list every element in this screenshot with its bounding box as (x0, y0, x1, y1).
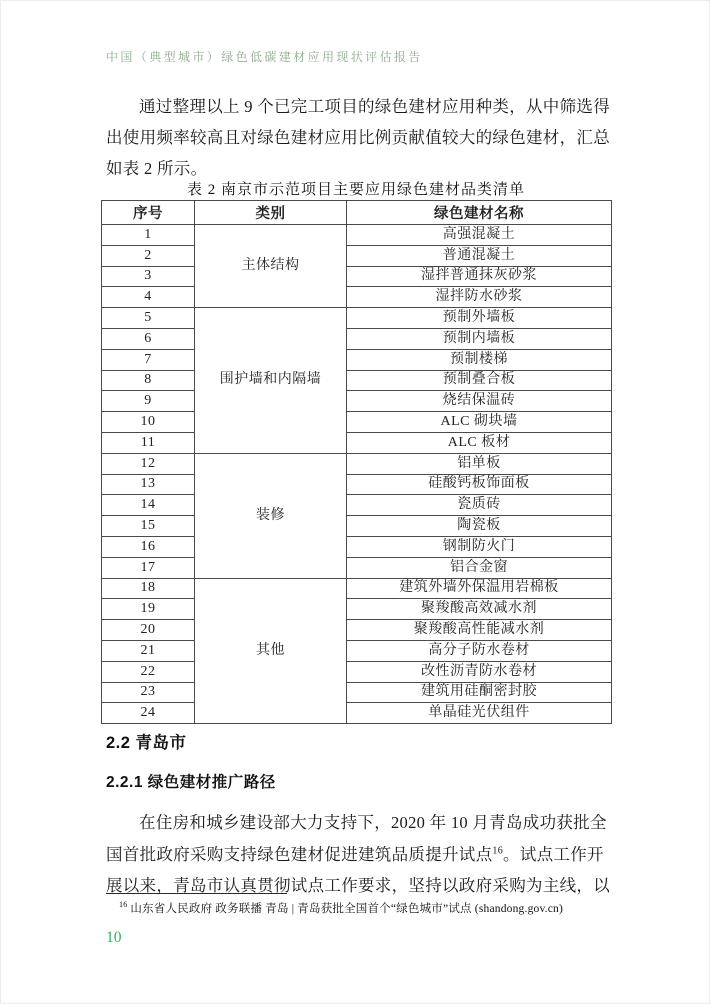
paragraph-text: 。试点工作开 (503, 844, 604, 864)
cell-index: 1 (102, 225, 195, 246)
cell-material-name: 建筑外墙外保温用岩棉板 (347, 578, 612, 599)
table-row (102, 661, 612, 682)
paragraph-line: 在住房和城乡建设部大力支持下，2020 年 10 月青岛成功获批全 (139, 813, 607, 832)
intro-paragraph (106, 91, 611, 184)
table-row (102, 682, 612, 703)
table-row (102, 557, 612, 578)
cell-material-name: 聚羧酸高性能减水剂 (347, 620, 612, 641)
footnote-reference: 16 (492, 845, 504, 856)
cell-material-name: 陶瓷板 (347, 516, 612, 537)
cell-material-name: 单晶硅光伏组件 (347, 703, 612, 724)
cell-material-name: 聚羧酸高效减水剂 (347, 599, 612, 620)
cell-index: 7 (102, 349, 195, 370)
cell-index: 6 (102, 328, 195, 349)
cell-material-name: 预制楼梯 (347, 349, 612, 370)
footnote-number: 16 (119, 900, 128, 910)
table-row (102, 349, 612, 370)
section-heading-2-2-1: 2.2.1 绿色建材推广路径 (106, 774, 276, 791)
cell-index: 20 (102, 620, 195, 641)
cell-index: 11 (102, 432, 195, 453)
table-row (102, 474, 612, 495)
cell-index: 14 (102, 495, 195, 516)
cell-material-name: ALC 砌块墙 (347, 412, 612, 433)
table-row (102, 620, 612, 641)
table-row (102, 266, 612, 287)
table-body (102, 225, 612, 724)
cell-material-name: ALC 板材 (347, 432, 612, 453)
cell-index: 15 (102, 516, 195, 537)
table-row (102, 516, 612, 537)
footnote-separator (106, 893, 287, 894)
table-header-row (102, 201, 612, 225)
cell-material-name: 湿拌防水砂浆 (347, 287, 612, 308)
table-row (102, 453, 612, 474)
column-header: 类别 (195, 201, 347, 225)
cell-index: 17 (102, 557, 195, 578)
cell-index: 8 (102, 370, 195, 391)
table-row (102, 391, 612, 412)
column-header: 绿色建材名称 (347, 201, 612, 225)
cell-material-name: 硅酸钙板饰面板 (347, 474, 612, 495)
table-row (102, 308, 612, 329)
cell-index: 9 (102, 391, 195, 412)
table-row (102, 287, 612, 308)
cell-index: 16 (102, 536, 195, 557)
qingdao-paragraph (106, 807, 611, 902)
table-row (102, 412, 612, 433)
cell-material-name: 瓷质砖 (347, 495, 612, 516)
paragraph-line: 通过整理以上 9 个已完工项目的绿色建材应用种类，从中筛选得 (139, 97, 610, 116)
cell-index: 13 (102, 474, 195, 495)
cell-index: 23 (102, 682, 195, 703)
table-row (102, 328, 612, 349)
cell-material-name: 预制外墙板 (347, 308, 612, 329)
cell-index: 12 (102, 453, 195, 474)
table-row (102, 640, 612, 661)
table-row (102, 703, 612, 724)
table-caption: 表 2 南京市示范项目主要应用绿色建材品类清单 (186, 182, 525, 198)
cell-index: 24 (102, 703, 195, 724)
page-number: 10 (106, 929, 122, 946)
table-row (102, 599, 612, 620)
cell-index: 21 (102, 640, 195, 661)
cell-material-name: 普通混凝土 (347, 245, 612, 266)
table-row (102, 495, 612, 516)
paragraph-line: 出使用频率较高且对绿色建材应用比例贡献值较大的绿色建材，汇总 (106, 128, 610, 147)
cell-index: 5 (102, 308, 195, 329)
footnote (119, 900, 599, 916)
cell-index: 3 (102, 266, 195, 287)
table-row (102, 225, 612, 246)
cell-index: 18 (102, 578, 195, 599)
running-header: 中国（典型城市）绿色低碳建材应用现状评估报告 (106, 50, 423, 64)
table-row (102, 245, 612, 266)
cell-category: 主体结构 (195, 225, 347, 308)
cell-material-name: 烧结保温砖 (347, 391, 612, 412)
table-row (102, 536, 612, 557)
cell-material-name: 高强混凝土 (347, 225, 612, 246)
cell-material-name: 高分子防水卷材 (347, 640, 612, 661)
cell-material-name: 湿拌普通抹灰砂浆 (347, 266, 612, 287)
cell-index: 10 (102, 412, 195, 433)
cell-index: 19 (102, 599, 195, 620)
paragraph-line: 如表 2 所示。 (106, 159, 208, 178)
cell-category: 其他 (195, 578, 347, 724)
table-row (102, 432, 612, 453)
cell-material-name: 铝单板 (347, 453, 612, 474)
table-header-row (102, 201, 612, 225)
cell-material-name: 预制内墙板 (347, 328, 612, 349)
column-header: 序号 (102, 201, 195, 225)
table-row (102, 370, 612, 391)
cell-index: 4 (102, 287, 195, 308)
cell-material-name: 铝合金窗 (347, 557, 612, 578)
table-row (102, 578, 612, 599)
cell-index: 22 (102, 661, 195, 682)
section-heading-2-2: 2.2 青岛市 (106, 734, 187, 752)
cell-material-name: 改性沥青防水卷材 (347, 661, 612, 682)
footnote-text: 山东省人民政府 政务联播 青岛 | 青岛获批全国首个“绿色城市”试点 (shandong.gov.cn) (130, 903, 564, 915)
cell-index: 2 (102, 245, 195, 266)
cell-material-name: 钢制防火门 (347, 536, 612, 557)
cell-material-name: 预制叠合板 (347, 370, 612, 391)
cell-category: 装修 (195, 453, 347, 578)
cell-category: 围护墙和内隔墙 (195, 308, 347, 454)
paragraph-text: 国首批政府采购支持绿色建材促进建筑品质提升试点 (106, 844, 493, 864)
paragraph-line: 展以来，青岛市认真贯彻试点工作要求，坚持以政府采购为主线，以 (106, 876, 610, 895)
paragraph-line (106, 839, 611, 871)
green-materials-table (101, 200, 612, 724)
cell-material-name: 建筑用硅酮密封胶 (347, 682, 612, 703)
